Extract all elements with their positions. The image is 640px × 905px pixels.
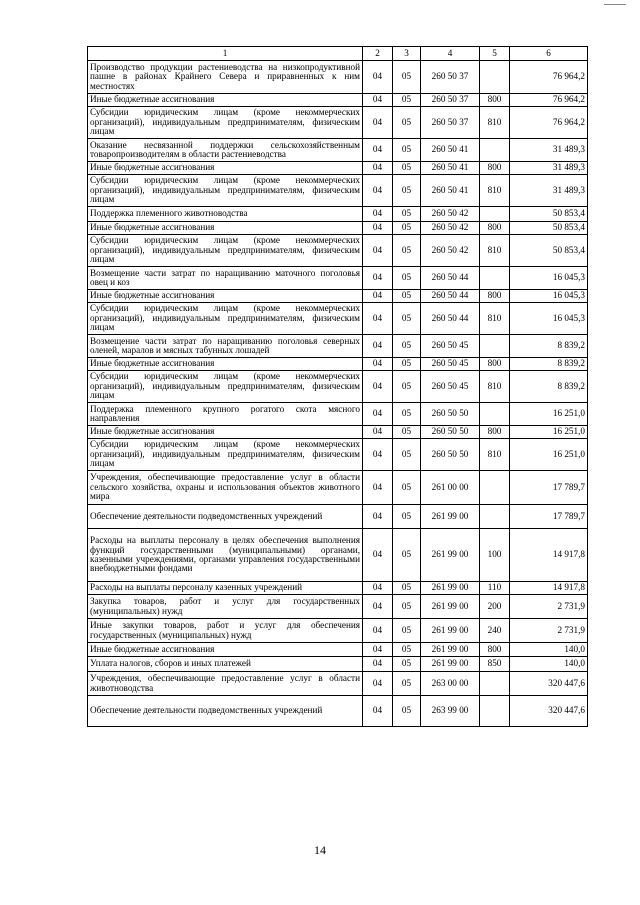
cell-amount: 16 251,0 — [510, 439, 588, 471]
cell-target-article: 260 50 45 — [421, 358, 480, 371]
cell-name: Поддержка племенного животноводства — [88, 207, 363, 222]
cell-name: Иные бюджетные ассигнования — [88, 162, 363, 175]
column-header-2: 2 — [363, 47, 393, 61]
cell-target-article: 260 50 37 — [421, 94, 480, 107]
cell-amount: 17 789,7 — [510, 471, 588, 505]
cell-amount: 76 964,2 — [510, 107, 588, 139]
cell-expense-type: 800 — [480, 358, 510, 371]
cell-name: Оказание несвязанной поддержки сельскохозяйственным товаропроизводителям в области растениеводства — [88, 139, 363, 162]
cell-name: Иные бюджетные ассигнования — [88, 426, 363, 439]
cell-section: 04 — [363, 107, 393, 139]
cell-name: Субсидии юридическим лицам (кроме некоммерческих организаций), индивидуальным предпринимателям, физическим лицам — [88, 371, 363, 403]
table-row — [88, 643, 588, 657]
cell-target-article: 260 50 44 — [421, 303, 480, 335]
cell-section: 04 — [363, 439, 393, 471]
cell-target-article: 261 99 00 — [421, 505, 480, 529]
cell-subsection: 05 — [393, 235, 421, 267]
cell-amount: 76 964,2 — [510, 94, 588, 107]
cell-subsection: 05 — [393, 619, 421, 643]
cell-amount: 320 447,6 — [510, 696, 588, 727]
cell-target-article: 261 99 00 — [421, 619, 480, 643]
cell-target-article: 263 00 00 — [421, 672, 480, 696]
cell-section: 04 — [363, 371, 393, 403]
table-row — [88, 529, 588, 582]
cell-subsection: 05 — [393, 335, 421, 358]
cell-subsection: 05 — [393, 696, 421, 727]
cell-amount: 16 251,0 — [510, 426, 588, 439]
cell-amount: 8 839,2 — [510, 358, 588, 371]
cell-name: Учреждения, обеспечивающие предоставление услуг в области животноводства — [88, 672, 363, 696]
table-row — [88, 207, 588, 222]
cell-name: Субсидии юридическим лицам (кроме некоммерческих организаций), индивидуальным предпринимателям, физическим лицам — [88, 107, 363, 139]
cell-target-article: 263 99 00 — [421, 696, 480, 727]
cell-expense-type — [480, 505, 510, 529]
cell-target-article: 260 50 44 — [421, 267, 480, 290]
cell-target-article: 261 99 00 — [421, 657, 480, 672]
cell-amount: 2 731,9 — [510, 619, 588, 643]
table-row — [88, 505, 588, 529]
table-row — [88, 107, 588, 139]
cell-expense-type: 810 — [480, 107, 510, 139]
cell-subsection: 05 — [393, 439, 421, 471]
table-row — [88, 657, 588, 672]
cell-expense-type — [480, 61, 510, 94]
cell-target-article: 260 50 42 — [421, 222, 480, 235]
cell-amount: 17 789,7 — [510, 505, 588, 529]
cell-target-article: 260 50 41 — [421, 162, 480, 175]
table-row — [88, 303, 588, 335]
cell-amount: 8 839,2 — [510, 371, 588, 403]
cell-amount: 16 045,3 — [510, 290, 588, 303]
cell-expense-type — [480, 471, 510, 505]
cell-expense-type: 800 — [480, 290, 510, 303]
cell-name: Иные закупки товаров, работ и услуг для обеспечения государственных (муниципальных) нужд — [88, 619, 363, 643]
cell-target-article: 261 99 00 — [421, 643, 480, 657]
cell-amount: 2 731,9 — [510, 595, 588, 619]
cell-name: Иные бюджетные ассигнования — [88, 94, 363, 107]
cell-section: 04 — [363, 426, 393, 439]
table-row — [88, 471, 588, 505]
cell-section: 04 — [363, 358, 393, 371]
cell-subsection: 05 — [393, 61, 421, 94]
cell-target-article: 260 50 41 — [421, 139, 480, 162]
cell-amount: 140,0 — [510, 643, 588, 657]
cell-amount: 31 489,3 — [510, 162, 588, 175]
table-row — [88, 426, 588, 439]
cell-target-article: 260 50 50 — [421, 426, 480, 439]
cell-target-article: 260 50 41 — [421, 175, 480, 207]
table-row — [88, 371, 588, 403]
budget-table — [87, 46, 588, 727]
cell-section: 04 — [363, 696, 393, 727]
cell-target-article: 261 99 00 — [421, 595, 480, 619]
cell-subsection: 05 — [393, 267, 421, 290]
cell-subsection: 05 — [393, 403, 421, 426]
cell-target-article: 260 50 50 — [421, 439, 480, 471]
cell-subsection: 05 — [393, 426, 421, 439]
cell-expense-type: 810 — [480, 175, 510, 207]
column-header-5: 5 — [480, 47, 510, 61]
cell-section: 04 — [363, 61, 393, 94]
table-row — [88, 94, 588, 107]
cell-subsection: 05 — [393, 672, 421, 696]
cell-expense-type: 810 — [480, 235, 510, 267]
cell-amount: 31 489,3 — [510, 139, 588, 162]
cell-name: Обеспечение деятельности подведомственных учреждений — [88, 505, 363, 529]
cell-expense-type: 800 — [480, 94, 510, 107]
cell-target-article: 261 99 00 — [421, 582, 480, 595]
page-number: 14 — [314, 843, 326, 857]
cell-name: Иные бюджетные ассигнования — [88, 290, 363, 303]
cell-section: 04 — [363, 139, 393, 162]
cell-target-article: 261 99 00 — [421, 529, 480, 582]
cell-name: Возмещение части затрат по наращиванию маточного поголовья овец и коз — [88, 267, 363, 290]
cell-expense-type — [480, 335, 510, 358]
cell-subsection: 05 — [393, 222, 421, 235]
cell-section: 04 — [363, 222, 393, 235]
cell-expense-type: 100 — [480, 529, 510, 582]
cell-name: Расходы на выплаты персоналу казенных учреждений — [88, 582, 363, 595]
cell-amount: 14 917,8 — [510, 582, 588, 595]
table-row — [88, 235, 588, 267]
cell-target-article: 260 50 37 — [421, 61, 480, 94]
table-row — [88, 139, 588, 162]
cell-subsection: 05 — [393, 207, 421, 222]
cell-expense-type: 240 — [480, 619, 510, 643]
table-row — [88, 335, 588, 358]
cell-expense-type — [480, 267, 510, 290]
cell-name: Субсидии юридическим лицам (кроме некоммерческих организаций), индивидуальным предпринимателям, физическим лицам — [88, 439, 363, 471]
cell-target-article: 260 50 45 — [421, 371, 480, 403]
cell-subsection: 05 — [393, 471, 421, 505]
cell-section: 04 — [363, 505, 393, 529]
cell-amount: 31 489,3 — [510, 175, 588, 207]
cell-section: 04 — [363, 643, 393, 657]
cell-expense-type: 110 — [480, 582, 510, 595]
cell-expense-type — [480, 696, 510, 727]
cell-subsection: 05 — [393, 505, 421, 529]
cell-amount: 16 251,0 — [510, 403, 588, 426]
cell-section: 04 — [363, 162, 393, 175]
cell-name: Иные бюджетные ассигнования — [88, 358, 363, 371]
table-row — [88, 595, 588, 619]
cell-subsection: 05 — [393, 643, 421, 657]
table-header-row — [88, 47, 588, 61]
cell-section: 04 — [363, 267, 393, 290]
cell-amount: 50 853,4 — [510, 222, 588, 235]
cell-subsection: 05 — [393, 358, 421, 371]
cell-section: 04 — [363, 657, 393, 672]
cell-name: Поддержка племенного крупного рогатого скота мясного направления — [88, 403, 363, 426]
table-row — [88, 267, 588, 290]
cell-section: 04 — [363, 94, 393, 107]
cell-subsection: 05 — [393, 175, 421, 207]
cell-amount: 8 839,2 — [510, 335, 588, 358]
table-row — [88, 582, 588, 595]
cell-amount: 16 045,3 — [510, 267, 588, 290]
cell-subsection: 05 — [393, 582, 421, 595]
cell-name: Иные бюджетные ассигнования — [88, 222, 363, 235]
cell-name: Учреждения, обеспечивающие предоставление услуг в области сельского хозяйства, охраны и использования объектов животного мира — [88, 471, 363, 505]
cell-section: 04 — [363, 471, 393, 505]
cell-target-article: 261 00 00 — [421, 471, 480, 505]
cell-name: Закупка товаров, работ и услуг для государственных (муниципальных) нужд — [88, 595, 363, 619]
cell-name: Производство продукции растениеводства на низкопродуктивной пашне в районах Крайнего Севера и приравненных к ним местностях — [88, 61, 363, 94]
cell-target-article: 260 50 42 — [421, 235, 480, 267]
cell-target-article: 260 50 37 — [421, 107, 480, 139]
cell-section: 04 — [363, 582, 393, 595]
table-row — [88, 61, 588, 94]
table-row — [88, 290, 588, 303]
cell-amount: 16 045,3 — [510, 303, 588, 335]
table-row — [88, 162, 588, 175]
table-row — [88, 696, 588, 727]
cell-expense-type: 800 — [480, 426, 510, 439]
cell-subsection: 05 — [393, 595, 421, 619]
table-row — [88, 403, 588, 426]
cell-subsection: 05 — [393, 107, 421, 139]
table-row — [88, 222, 588, 235]
corner-mark — [604, 4, 626, 5]
cell-amount: 50 853,4 — [510, 207, 588, 222]
cell-name: Субсидии юридическим лицам (кроме некоммерческих организаций), индивидуальным предпринимателям, физическим лицам — [88, 303, 363, 335]
cell-subsection: 05 — [393, 290, 421, 303]
cell-subsection: 05 — [393, 303, 421, 335]
cell-expense-type — [480, 403, 510, 426]
cell-name: Возмещение части затрат по наращиванию поголовья северных оленей, маралов и мясных табунных лошадей — [88, 335, 363, 358]
cell-section: 04 — [363, 235, 393, 267]
cell-section: 04 — [363, 403, 393, 426]
cell-name: Уплата налогов, сборов и иных платежей — [88, 657, 363, 672]
cell-expense-type: 850 — [480, 657, 510, 672]
cell-subsection: 05 — [393, 371, 421, 403]
cell-target-article: 260 50 44 — [421, 290, 480, 303]
cell-expense-type: 800 — [480, 162, 510, 175]
column-header-1: 1 — [88, 47, 363, 61]
column-header-6: 6 — [510, 47, 588, 61]
cell-target-article: 260 50 42 — [421, 207, 480, 222]
cell-expense-type: 200 — [480, 595, 510, 619]
cell-name: Субсидии юридическим лицам (кроме некоммерческих организаций), индивидуальным предпринимателям, физическим лицам — [88, 175, 363, 207]
cell-section: 04 — [363, 175, 393, 207]
table-row — [88, 175, 588, 207]
cell-section: 04 — [363, 619, 393, 643]
cell-expense-type: 810 — [480, 371, 510, 403]
cell-section: 04 — [363, 290, 393, 303]
cell-expense-type: 800 — [480, 643, 510, 657]
cell-amount: 140,0 — [510, 657, 588, 672]
cell-expense-type: 800 — [480, 222, 510, 235]
cell-amount: 50 853,4 — [510, 235, 588, 267]
cell-amount: 76 964,2 — [510, 61, 588, 94]
table-row — [88, 358, 588, 371]
cell-target-article: 260 50 50 — [421, 403, 480, 426]
cell-expense-type — [480, 672, 510, 696]
cell-subsection: 05 — [393, 94, 421, 107]
cell-target-article: 260 50 45 — [421, 335, 480, 358]
cell-name: Расходы на выплаты персоналу в целях обеспечения выполнения функций государственными (муниципальными) органами, казенными учреждениями, органами управления государственными внебюджетными фондами — [88, 529, 363, 582]
cell-section: 04 — [363, 595, 393, 619]
cell-expense-type — [480, 139, 510, 162]
cell-subsection: 05 — [393, 139, 421, 162]
table-row — [88, 619, 588, 643]
cell-subsection: 05 — [393, 162, 421, 175]
cell-amount: 14 917,8 — [510, 529, 588, 582]
cell-expense-type: 810 — [480, 439, 510, 471]
cell-expense-type: 810 — [480, 303, 510, 335]
table-row — [88, 439, 588, 471]
cell-name: Обеспечение деятельности подведомственных учреждений — [88, 696, 363, 727]
cell-name: Субсидии юридическим лицам (кроме некоммерческих организаций), индивидуальным предпринимателям, физическим лицам — [88, 235, 363, 267]
cell-subsection: 05 — [393, 529, 421, 582]
column-header-4: 4 — [421, 47, 480, 61]
table-row — [88, 672, 588, 696]
table-body — [88, 61, 588, 727]
column-header-3: 3 — [393, 47, 421, 61]
cell-section: 04 — [363, 672, 393, 696]
cell-subsection: 05 — [393, 657, 421, 672]
cell-section: 04 — [363, 335, 393, 358]
cell-amount: 320 447,6 — [510, 672, 588, 696]
cell-expense-type — [480, 207, 510, 222]
cell-section: 04 — [363, 207, 393, 222]
cell-section: 04 — [363, 303, 393, 335]
cell-name: Иные бюджетные ассигнования — [88, 643, 363, 657]
cell-section: 04 — [363, 529, 393, 582]
